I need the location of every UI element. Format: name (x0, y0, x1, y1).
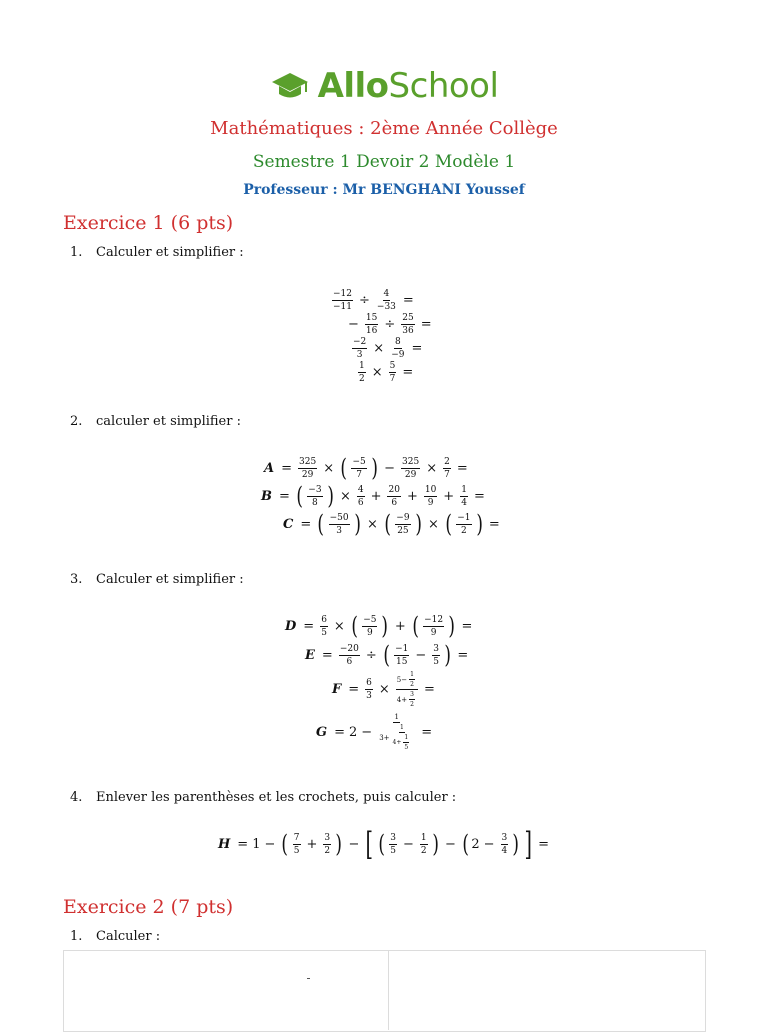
subject-title: Mathématiques : 2ème Année Collège (210, 118, 558, 139)
question-1-2 (70, 414, 241, 429)
teacher-name: Professeur : Mr BENGHANI Youssef (243, 182, 525, 198)
question-text: Enlever les parenthèses et les crochets, puis calculer : (96, 790, 457, 805)
question-number: 3. (70, 572, 83, 587)
question-text: Calculer et simplifier : (96, 572, 244, 587)
equation-1-2: − $\frac{15}{16}$ ÷ $\frac{25}{36}$ = (348, 313, 432, 336)
question-number: 2. (70, 414, 83, 429)
equation-1-4: $\frac{1}{2}$ × $\frac{5}{7}$ = (359, 361, 414, 384)
equation-D: D = $\frac{6}{5}$ × ( $\frac{-5}{9}$ ) + ( $\frac{-12}{9}$ ) = (285, 612, 473, 640)
table-column-divider (388, 950, 389, 1030)
question-1-1 (70, 245, 244, 260)
logo-text-bold: Allo (317, 66, 389, 106)
equation-A: A = $\frac{325}{29}$ × ( $\frac{-5}{7}$ ) − $\frac{325}{29}$ × $\frac{2}{7}$ = (264, 454, 468, 482)
question-1-3 (70, 572, 244, 587)
question-1-4 (70, 790, 456, 805)
alloschool-logo[interactable] (0, 66, 768, 106)
question-2-1 (70, 929, 160, 944)
exercise-2-table (63, 950, 706, 1032)
table-cell-mark (307, 978, 310, 979)
question-number: 1. (70, 929, 83, 944)
question-number: 4. (70, 790, 83, 805)
equation-F: F = $\frac{6}{3}$ × 5− $\frac{1}{2}$ 4+ $\frac{3}{2}$ = (332, 671, 435, 708)
equation-G: G = 2 − 1 3+ 1 4+ $\frac{1}{5}$ = (316, 713, 433, 751)
equation-1-1: $\frac{-12}{-11}$ ÷ $\frac{4}{-33}$ = (333, 289, 414, 312)
equation-1-3: $\frac{-2}{3}$ × $\frac{8}{-9}$ = (353, 337, 423, 360)
equation-C: C = ( $\frac{-50}{3}$ ) × ( $\frac{-9}{25}$ ) × ( $\frac{-1}{2}$ ) = (283, 510, 500, 538)
exercise-2-title: Exercice 2 (7 pts) (63, 896, 234, 918)
equation-B: B = ( $\frac{-3}{8}$ ) × $\frac{4}{6}$ + $\frac{20}{6}$ + $\frac{10}{9}$ + $\frac{1}{4}$ = (261, 482, 485, 510)
logo-text-light: School (388, 66, 499, 106)
graduation-cap-icon (270, 69, 310, 103)
logo-text (318, 66, 499, 106)
semester-title: Semestre 1 Devoir 2 Modèle 1 (252, 152, 516, 172)
equation-H: H = 1 − ( $\frac{7}{5}$ + $\frac{3}{2}$ ) − [ ( $\frac{3}{5}$ − $\frac{1}{2}$ ) − ( 2 − $\frac{3}{4}$ ) ] = (218, 825, 549, 863)
equation-E: E = $\frac{-20}{6}$ ÷ ( $\frac{-1}{15}$ − $\frac{3}{5}$ ) = (305, 641, 469, 669)
question-text: Calculer : (96, 929, 161, 944)
question-number: 1. (70, 245, 83, 260)
exercise-1-title: Exercice 1 (6 pts) (63, 212, 234, 234)
question-text: Calculer et simplifier : (96, 245, 244, 260)
question-text: calculer et simplifier : (96, 414, 241, 429)
